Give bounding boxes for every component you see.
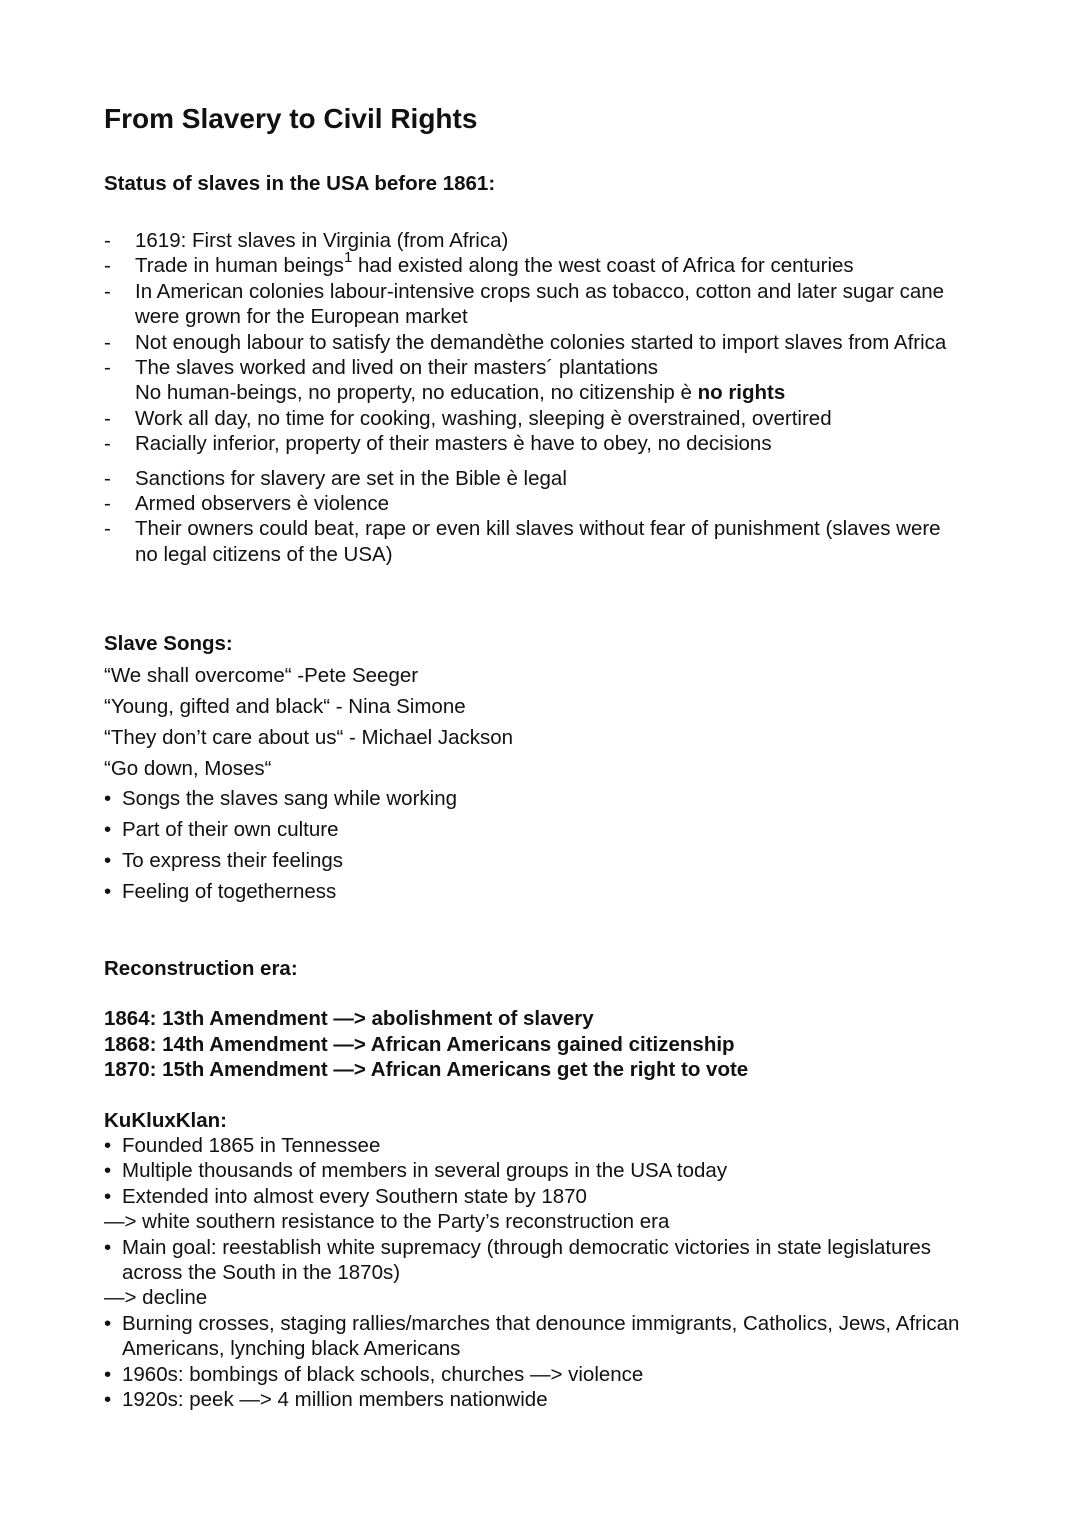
- list-item: • Songs the slaves sang while working: [104, 783, 964, 814]
- list-item: - Trade in human beings$^1$ had existed along the west coast of Africa for centuries: [104, 249, 854, 278]
- list-item: • 1920s: peek —> 4 million members nationwide: [104, 1388, 548, 1412]
- bullet-marker: •: [104, 1388, 112, 1412]
- list-item: - Work all day, no time for cooking, washing, sleeping è overstrained, overtired: [104, 406, 832, 430]
- dash-marker: -: [104, 279, 111, 303]
- dash-marker: -: [104, 229, 111, 252]
- songs-heading: Slave Songs:: [104, 632, 233, 655]
- list-item: • Main goal: reestablish white supremacy (through democratic victories in state legislatures across the South in the 1870s): [104, 1235, 931, 1285]
- dash-marker: -: [104, 254, 111, 278]
- footnote-mark: 1: [343, 249, 353, 267]
- kkk-heading: KuKluxKlan:: [104, 1109, 227, 1132]
- bullet-marker: •: [104, 1362, 112, 1386]
- bullet-marker: •: [104, 1311, 112, 1335]
- list-item: • Burning crosses, staging rallies/marches that denounce immigrants, Catholics, Jews, African Americans, lynching black Americans: [104, 1311, 960, 1361]
- song-title: “Go down, Moses“: [104, 757, 272, 780]
- bullet-marker: •: [104, 1235, 112, 1259]
- list-item: - Racially inferior, property of their masters è have to obey, no decisions: [104, 432, 772, 456]
- list-item: • Founded 1865 in Tennessee: [104, 1134, 381, 1157]
- bullet-marker: •: [104, 849, 112, 872]
- list-item: - Their owners could beat, rape or even kill slaves without fear of punishment (slaves were no legal citizens of the USA): [104, 517, 941, 566]
- list-item: • Part of their own culture: [104, 814, 964, 845]
- song-title: “We shall overcome“ -Pete Seeger: [104, 664, 419, 687]
- amendment-line: 1868: 14th Amendment —> African Americans gained citizenship: [104, 1032, 735, 1056]
- bullet-marker: •: [104, 1184, 112, 1208]
- page-title: From Slavery to Civil Rights: [104, 103, 478, 134]
- status-list: [104, 228, 964, 567]
- dash-marker: -: [104, 330, 111, 354]
- bullet-marker: •: [104, 880, 112, 903]
- amendment-line: 1864: 13th Amendment —> abolishment of slavery: [104, 1007, 594, 1030]
- kkk-list: [104, 1133, 964, 1412]
- status-heading: Status of slaves in the USA before 1861:: [104, 172, 496, 195]
- song-title: “They don’t care about us“ - Michael Jackson: [104, 726, 514, 749]
- list-item: • Feeling of togetherness: [104, 876, 964, 907]
- bullet-marker: •: [104, 1134, 112, 1157]
- dash-marker: -: [104, 432, 111, 456]
- arrow-line: —> white southern resistance to the Party’s reconstruction era: [104, 1210, 670, 1234]
- emphasis-no-rights: no rights: [697, 381, 786, 405]
- list-item-continuation: No human-beings, no property, no education, no citizenship è no rights: [135, 381, 786, 405]
- list-item: • To express their feelings: [104, 845, 964, 876]
- song-title: “Young, gifted and black“ - Nina Simone: [104, 695, 466, 718]
- list-item: - Sanctions for slavery are set in the Bible è legal: [104, 466, 567, 490]
- list-item: - The slaves worked and lived on their masters´ plantations: [104, 356, 659, 380]
- amendments-list: [104, 1006, 748, 1083]
- dash-marker: -: [104, 466, 111, 490]
- dash-marker: -: [104, 406, 111, 430]
- songs-list: [104, 660, 513, 784]
- list-item: - 1619: First slaves in Virginia (from Africa): [104, 229, 509, 252]
- dash-marker: -: [104, 356, 111, 380]
- list-item: • 1960s: bombings of black schools, churches —> violence: [104, 1362, 644, 1386]
- list-item: - In American colonies labour-intensive crops such as tobacco, cotton and later sugar cane were grown for the European market: [104, 279, 945, 329]
- bullet-marker: •: [104, 1159, 112, 1183]
- arrow-line: —> decline: [104, 1286, 208, 1310]
- list-item: - Armed observers è violence: [104, 492, 390, 516]
- songs-bullets: [104, 783, 964, 907]
- amendment-line: 1870: 15th Amendment —> African Americans get the right to vote: [104, 1058, 749, 1082]
- reconstruction-heading: Reconstruction era:: [104, 957, 298, 980]
- dash-marker: -: [104, 517, 111, 541]
- bullet-marker: •: [104, 787, 112, 810]
- list-item: • Multiple thousands of members in several groups in the USA today: [104, 1159, 728, 1183]
- dash-marker: -: [104, 492, 111, 516]
- bullet-marker: •: [104, 818, 112, 841]
- list-item: - Not enough labour to satisfy the demandèthe colonies started to import slaves from Africa: [104, 330, 947, 354]
- list-item: • Extended into almost every Southern state by 1870: [104, 1184, 587, 1208]
